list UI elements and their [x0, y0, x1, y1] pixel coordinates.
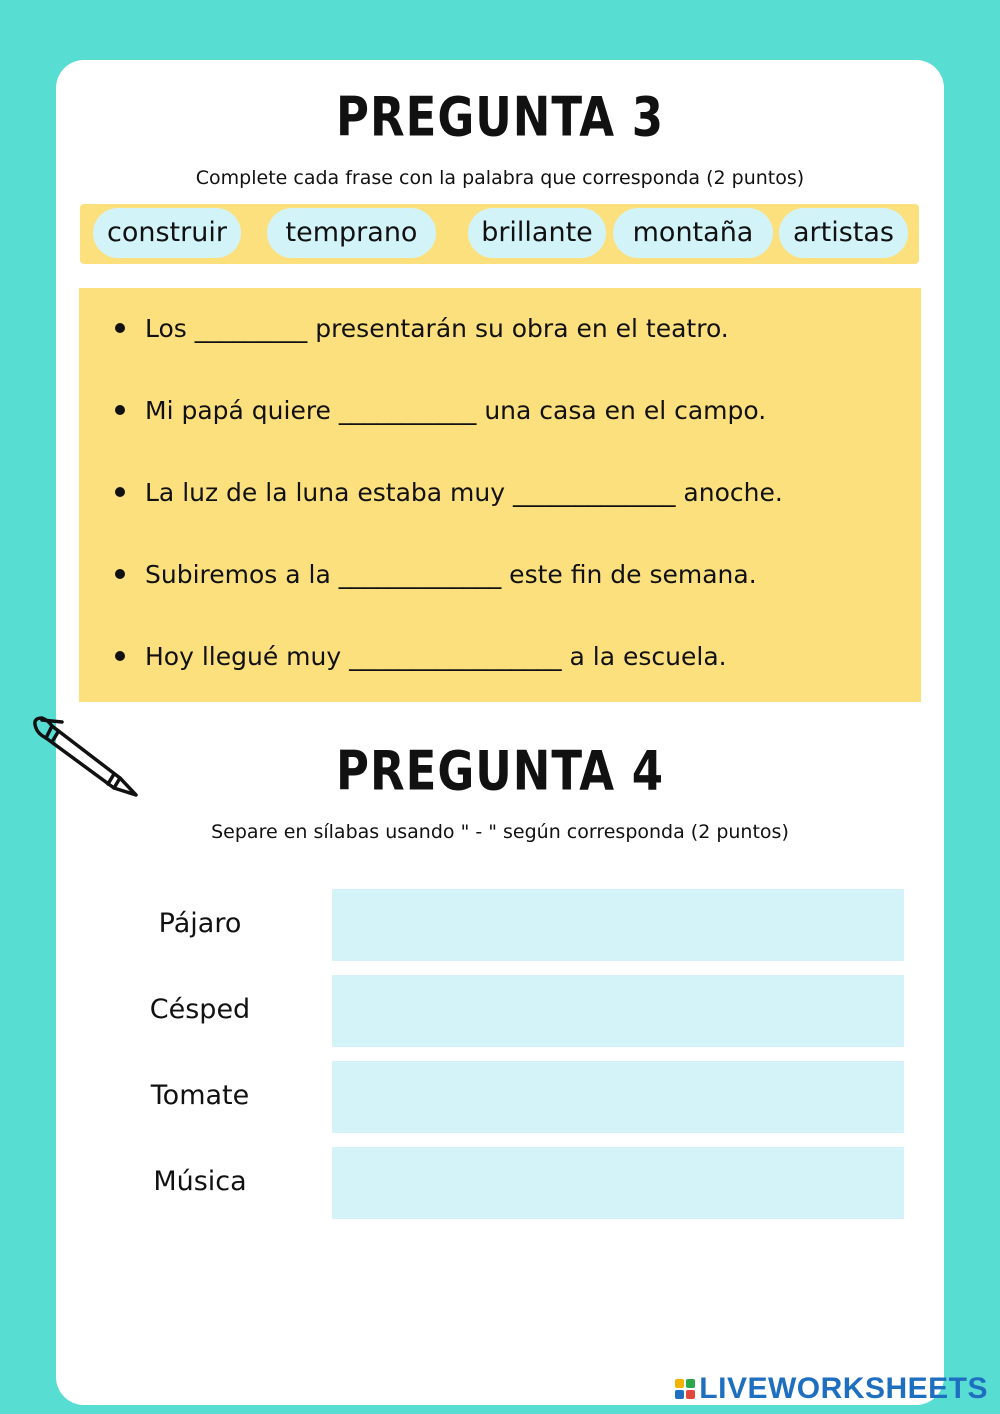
syllable-word-tomate: Tomate — [150, 1080, 250, 1111]
sentence-item — [115, 560, 757, 589]
logo-square — [675, 1379, 684, 1388]
syllable-word-cesped: Césped — [149, 994, 251, 1025]
word-chip-construir[interactable]: construir — [93, 208, 241, 258]
question-3-instruction: Complete cada frase con la palabra que corresponda (2 puntos) — [195, 167, 805, 189]
brand-name: LIVEWORKSHEETS — [699, 1372, 988, 1405]
sentence-item — [115, 396, 766, 425]
syllable-answer-field[interactable] — [332, 1147, 904, 1219]
syllable-word-musica: Música — [153, 1166, 247, 1197]
sentence-item — [115, 478, 783, 507]
question-4-instruction: Separe en sílabas usando " - " según corresponda (2 puntos) — [211, 821, 789, 843]
bullet-icon — [115, 487, 125, 497]
sentence-text: Mi papá quiere ___________ una casa en el campo. — [145, 396, 767, 425]
sentence-text: La luz de la luna estaba muy _____________ anoche. — [145, 478, 783, 507]
sentence-text: Hoy llegué muy _________________ a la escuela. — [145, 642, 727, 671]
logo-square — [675, 1390, 684, 1399]
word-chip-brillante[interactable]: brillante — [468, 208, 606, 258]
syllable-answer-field[interactable] — [332, 1061, 904, 1133]
sentence-text: Subiremos a la _____________ este fin de semana. — [145, 560, 757, 589]
logo-square — [686, 1379, 695, 1388]
logo-square — [686, 1390, 695, 1399]
brand-logo-icon — [675, 1379, 695, 1399]
bullet-icon — [115, 323, 125, 333]
sentence-item — [115, 642, 727, 671]
word-chip-temprano[interactable]: temprano — [267, 208, 436, 258]
sentence-item — [115, 314, 729, 343]
bullet-icon — [115, 405, 125, 415]
liveworksheets-logo — [675, 1372, 988, 1406]
word-chip-artistas[interactable]: artistas — [779, 208, 908, 258]
syllable-answer-field[interactable] — [332, 889, 904, 961]
syllable-word-pajaro: Pájaro — [158, 908, 242, 939]
syllable-answer-field[interactable] — [332, 975, 904, 1047]
word-chip-montana[interactable]: montaña — [613, 208, 773, 258]
sentence-text: Los _________ presentarán su obra en el teatro. — [145, 314, 729, 343]
bullet-icon — [115, 651, 125, 661]
bullet-icon — [115, 569, 125, 579]
question-4-title: PREGUNTA 4 — [336, 739, 664, 803]
question-3-title: PREGUNTA 3 — [336, 85, 664, 149]
